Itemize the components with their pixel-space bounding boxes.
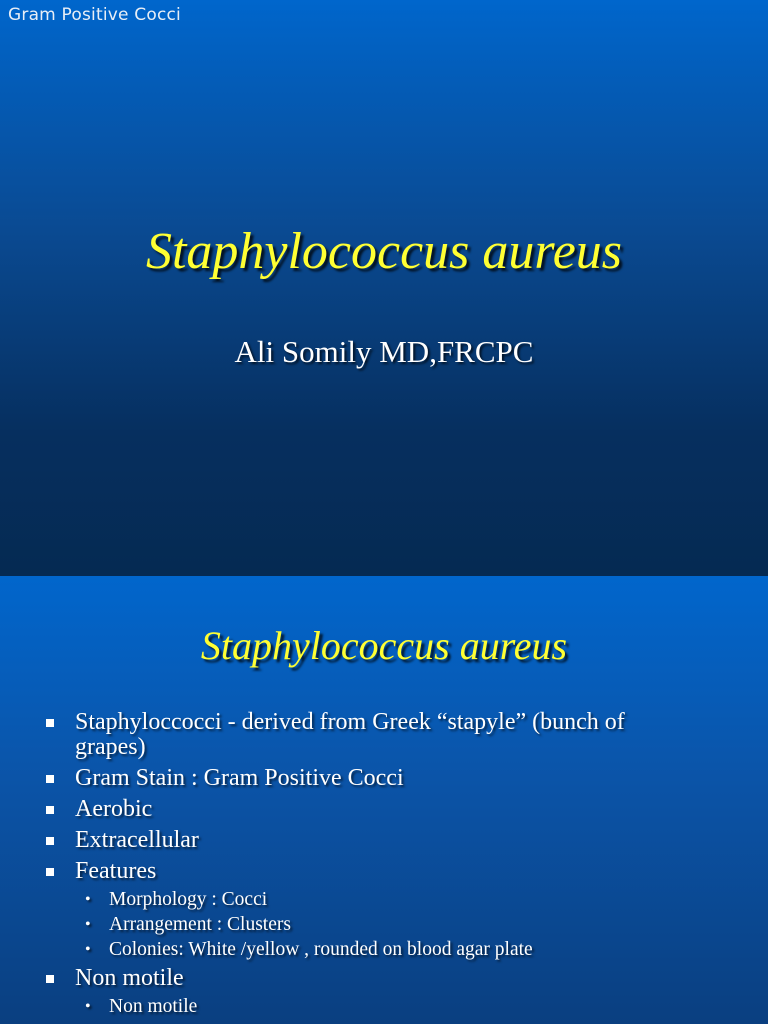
bullet-item [46,710,686,760]
round-bullet-icon: • [85,941,91,958]
square-bullet-icon [46,775,54,783]
slide-title: Staphylococcus aureus [145,223,623,280]
bullet-text: Features [75,858,157,884]
content-slide [0,576,768,1024]
round-bullet-icon: • [85,916,91,933]
bullet-item [46,966,686,991]
square-bullet-icon [46,806,54,814]
sub-bullet-item [46,994,686,1019]
bullet-list [46,710,686,1023]
bullet-item [46,859,686,884]
square-bullet-icon [46,868,54,876]
square-bullet-icon [46,837,54,845]
bullet-item [46,766,686,791]
round-bullet-icon: • [85,891,91,908]
bullet-text: Staphyloccocci - derived from Greek “stapyle” (bunch of grapes) [75,709,625,760]
round-bullet-icon: • [85,998,91,1015]
bullet-item [46,797,686,822]
sub-bullet-item [46,912,686,937]
content-slide-title: Staphylococcus aureus [200,623,568,668]
bullet-text: Extracellular [75,827,199,853]
sub-bullet-text: Arrangement : Clusters [109,914,291,935]
sub-bullet-text: Morphology : Cocci [109,889,268,910]
document-header: Gram Positive Cocci [8,5,181,25]
sub-bullet-item [46,937,686,962]
bullet-item [46,828,686,853]
sub-bullet-group [46,887,686,962]
bullet-text: Non motile [75,965,184,991]
sub-bullet-item [46,887,686,912]
bullet-text: Aerobic [75,796,153,822]
sub-bullet-text: Colonies: White /yellow , rounded on blood agar plate [109,939,533,960]
bullet-text: Gram Stain : Gram Positive Cocci [75,765,404,791]
square-bullet-icon [46,719,54,727]
sub-bullet-text: Non motile [109,996,198,1017]
square-bullet-icon [46,975,54,983]
slide-subtitle-author: Ali Somily MD,FRCPC [234,334,534,369]
sub-bullet-group [46,994,686,1019]
